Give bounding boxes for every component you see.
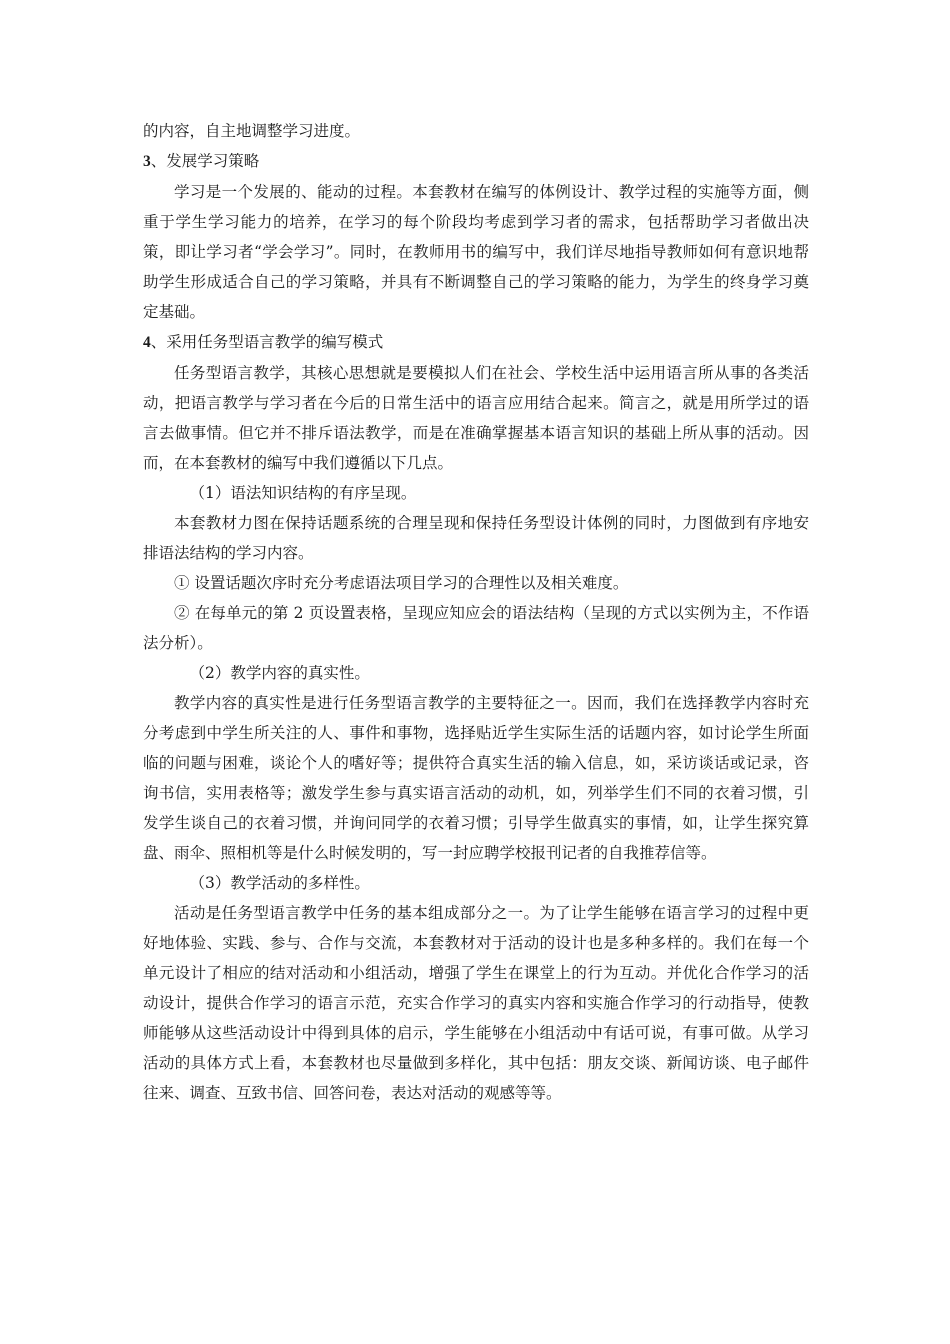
list-item-2: ② 在每单元的第 2 页设置表格，呈现应知应会的语法结构（呈现的方式以实例为主，不作语法分析）。 [143,604,809,652]
subheading-authenticity: （2）教学内容的真实性。 [189,664,370,682]
section-number-3: 3 [143,153,151,170]
document-page [143,116,809,1108]
paragraph-authenticity: 教学内容的真实性是进行任务型语言教学的主要特征之一。因而，我们在选择教学内容时充分考虑到中学生所关注的人、事件和事物，选择贴近学生实际生活的话题内容，如讨论学生所面临的问题与困难，谈论个人的嗜好等；提供符合真实生活的输入信息，如，采访谈话或记录，咨询书信，实用表格等；激发学生参与真实语言活动的动机，如，列举学生们不同的衣着习惯，引发学生谈自己的衣着习惯，并询问同学的衣着习惯；引导学生做真实的事情，如，让学生探究算盘、雨伞、照相机等是什么时候发明的，写一封应聘学校报刊记者的自我推荐信等。 [143,694,809,862]
paragraph-continuation: 的内容，自主地调整学习进度。 [143,122,361,140]
section-heading-4 [143,327,809,358]
subheading-grammar-structure: （1）语法知识结构的有序呈现。 [189,484,417,502]
paragraph-task-based: 任务型语言教学，其核心思想就是要模拟人们在社会、学校生活中运用语言所从事的各类活动，把语言教学与学习者在今后的日常生活中的语言应用结合起来。简言之，就是用所学过的语言去做事情。但它并不排斥语法教学，而是在准确掌握基本语言知识的基础上所从事的活动。因而，在本套教材的编写中我们遵循以下几点。 [143,364,809,472]
section-heading-3 [143,146,809,177]
list-item-1: ① 设置话题次序时充分考虑语法项目学习的合理性以及相关难度。 [174,574,629,592]
section-title-4: 、采用任务型语言教学的编写模式 [150,333,384,351]
subheading-diversity: （3）教学活动的多样性。 [189,874,370,892]
section-number-4: 4 [143,334,151,351]
paragraph-learning-strategy: 学习是一个发展的、能动的过程。本套教材在编写的体例设计、教学过程的实施等方面，侧重于学生学习能力的培养，在学习的每个阶段均考虑到学习者的需求，包括帮助学习者做出决策，即让学习者“学会学习”。同时，在教师用书的编写中，我们详尽地指导教师如何有意识地帮助学生形成适合自己的学习策略，并具有不断调整自己的学习策略的能力，为学生的终身学习奠定基础。 [143,183,809,321]
paragraph-diversity: 活动是任务型语言教学中任务的基本组成部分之一。为了让学生能够在语言学习的过程中更好地体验、实践、参与、合作与交流，本套教材对于活动的设计也是多种多样的。我们在每一个单元设计了相应的结对活动和小组活动，增强了学生在课堂上的行为互动。并优化合作学习的活动设计，提供合作学习的语言示范，充实合作学习的真实内容和实施合作学习的行动指导，使教师能够从这些活动设计中得到具体的启示，学生能够在小组活动中有话可说，有事可做。从学习活动的具体方式上看，本套教材也尽量做到多样化，其中包括：朋友交谈、新闻访谈、电子邮件往来、调查、互致书信、回答问卷，表达对活动的观感等等。 [143,904,809,1102]
paragraph-grammar-structure: 本套教材力图在保持话题系统的合理呈现和保持任务型设计体例的同时，力图做到有序地安排语法结构的学习内容。 [143,514,809,562]
section-title-3: 、发展学习策略 [150,152,260,170]
